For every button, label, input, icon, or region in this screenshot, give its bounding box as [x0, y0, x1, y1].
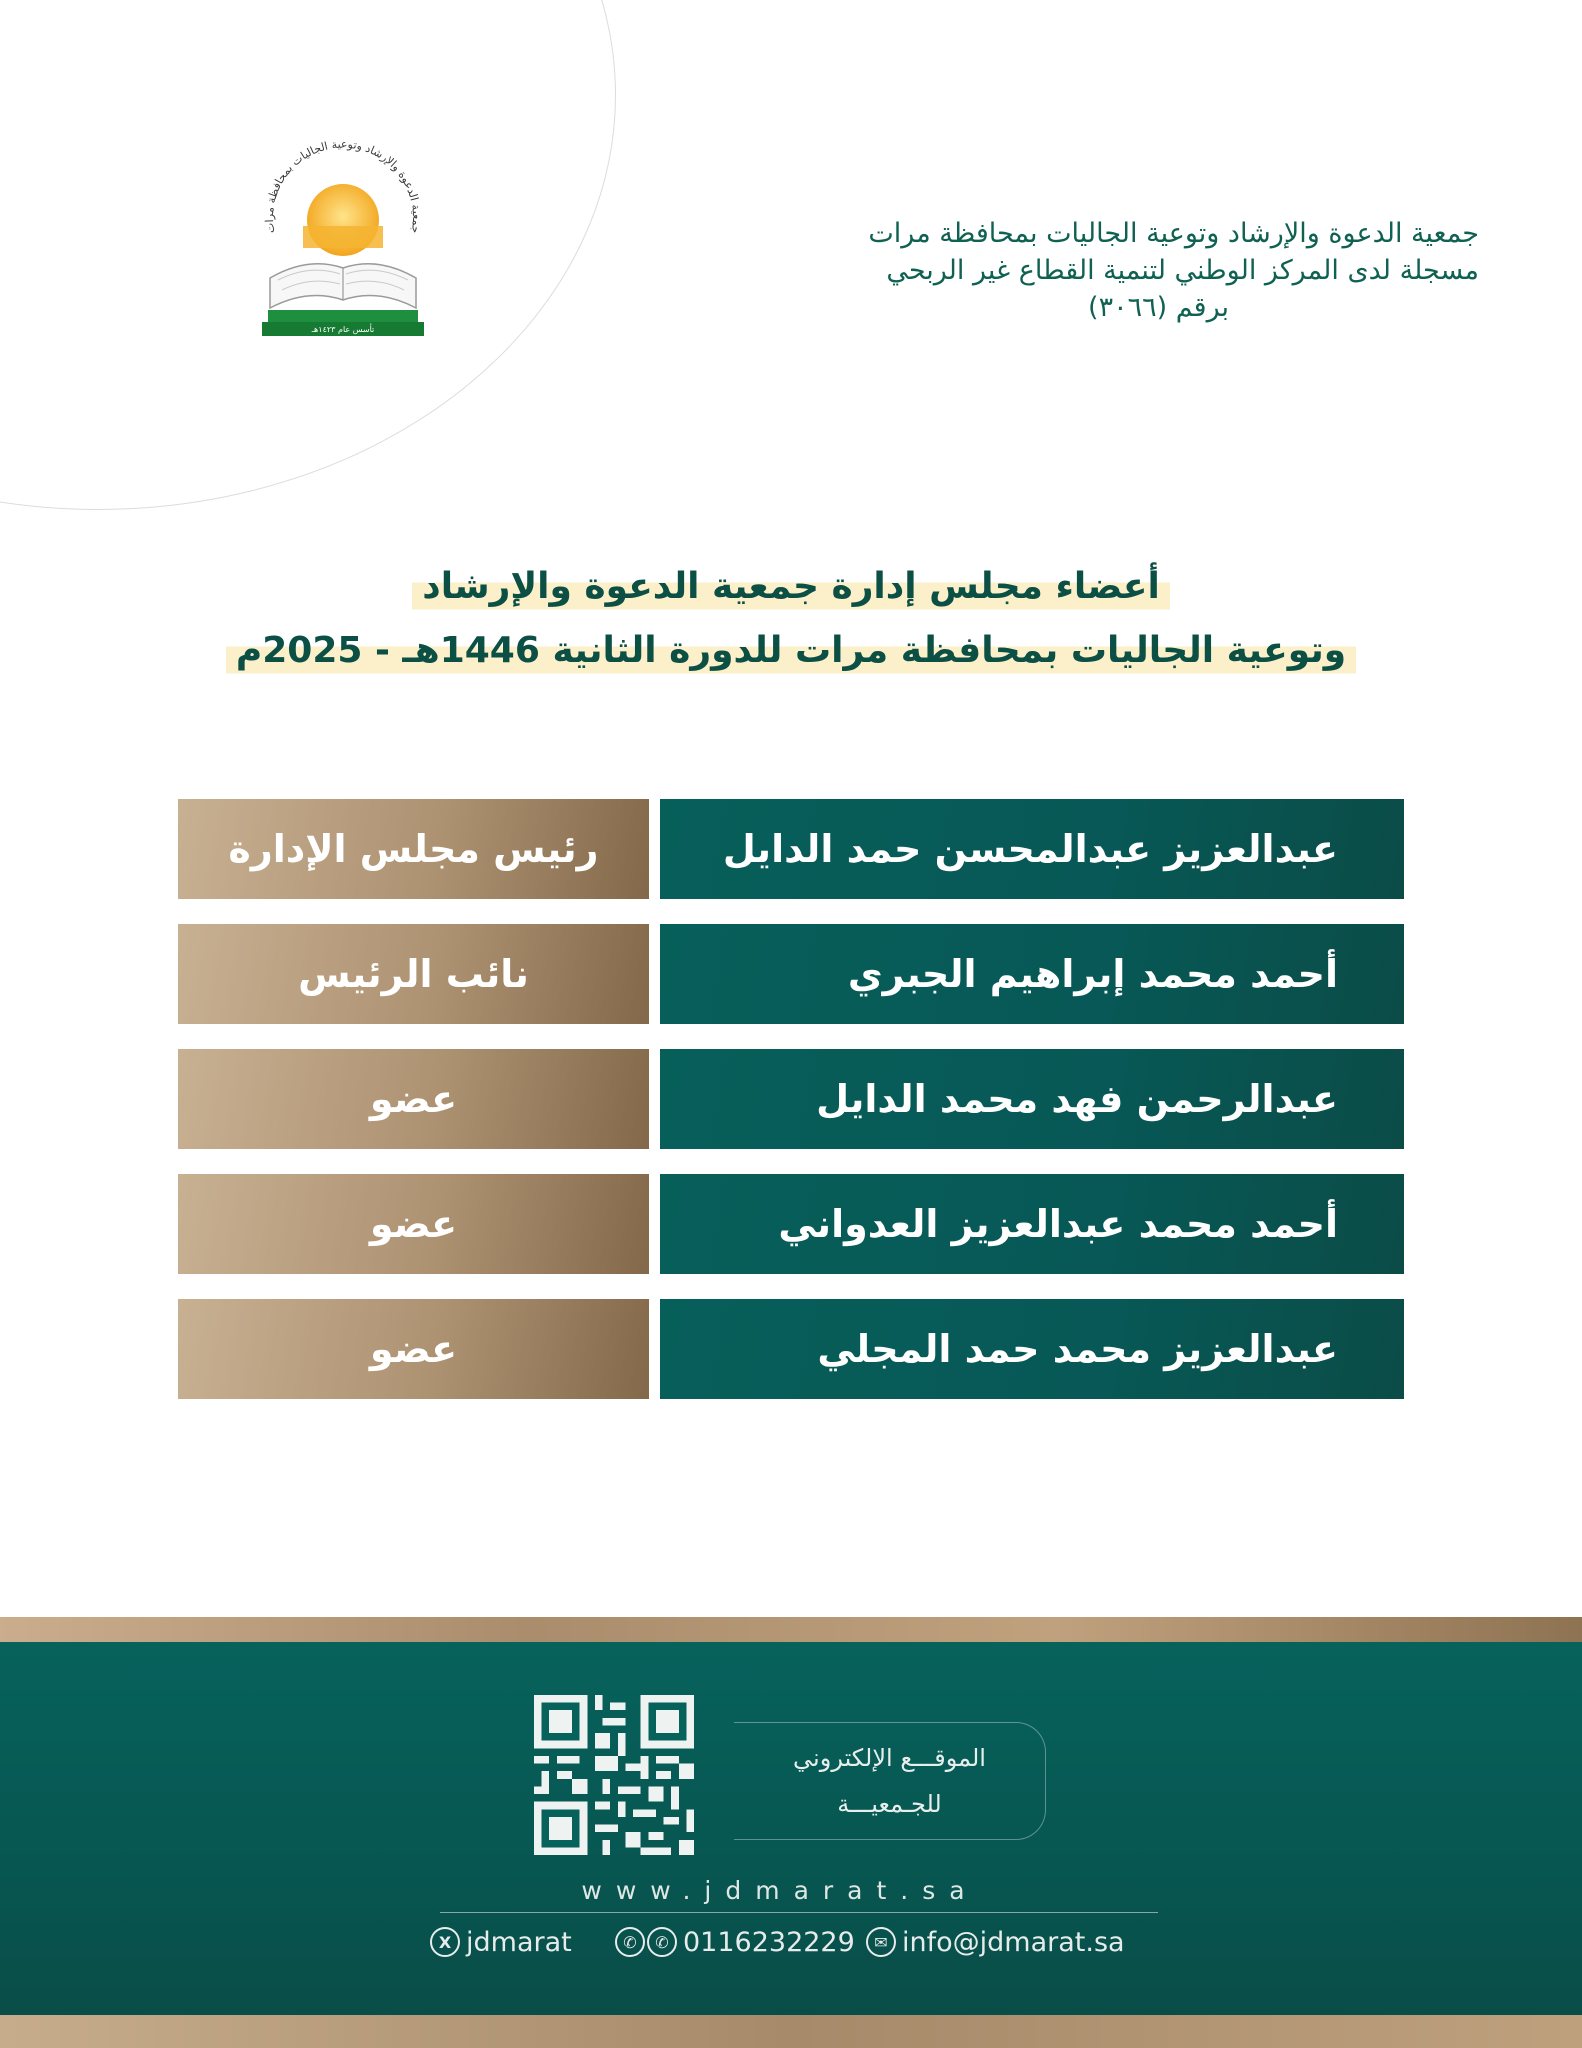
title-line-1: أعضاء مجلس إدارة جمعية الدعوة والإرشاد [412, 560, 1170, 614]
member-role: نائب الرئيس [178, 924, 649, 1024]
organization-info [799, 215, 1479, 326]
website-label-line-2: للجـمعيـــة [837, 1790, 942, 1818]
footer-divider [440, 1912, 1158, 1913]
member-role: رئيس مجلس الإدارة [178, 799, 649, 899]
member-role: عضو [178, 1299, 649, 1399]
email-contact[interactable] [866, 1922, 1125, 1962]
member-role: عضو [178, 1049, 649, 1149]
member-row [178, 1174, 1404, 1274]
x-icon: X [430, 1927, 460, 1957]
footer-gold-band-bottom [0, 2015, 1582, 2048]
whatsapp-icon: ✆ [647, 1927, 677, 1957]
org-registration-line: مسجلة لدى المركز الوطني لتنمية القطاع غير الربحي [886, 255, 1479, 286]
member-row [178, 799, 1404, 899]
x-contact[interactable] [430, 1922, 572, 1962]
member-row [178, 924, 1404, 1024]
org-name-line: جمعية الدعوة والإرشاد وتوعية الجاليات بمحافظة مرات [868, 218, 1479, 249]
title-line-2: وتوعية الجاليات بمحافظة مرات للدورة الثانية 1446هـ - 2025م [226, 624, 1356, 678]
phone-contact[interactable] [615, 1922, 855, 1962]
email-address: info@jdmarat.sa [902, 1926, 1125, 1958]
member-name: عبدالرحمن فهد محمد الدايل [660, 1049, 1404, 1149]
member-name: عبدالعزيز محمد حمد المجلي [660, 1299, 1404, 1399]
member-name: أحمد محمد إبراهيم الجبري [660, 924, 1404, 1024]
x-handle: jdmarat [466, 1926, 572, 1958]
member-row [178, 1049, 1404, 1149]
footer-gold-band [0, 1617, 1582, 1642]
website-label-box [734, 1722, 1046, 1840]
email-icon: ✉ [866, 1927, 896, 1957]
member-role: عضو [178, 1174, 649, 1274]
svg-text:تأسس عام ١٤٢٣هـ: تأسس عام ١٤٢٣هـ [311, 325, 375, 334]
phone-number: 0116232229 [683, 1926, 855, 1958]
website-label-line-1: الموقـــع الإلكتروني [793, 1744, 986, 1772]
qr-code-icon[interactable] [534, 1695, 694, 1855]
member-name: عبدالعزيز عبدالمحسن حمد الدايل [660, 799, 1404, 899]
phone-icon: ✆ [615, 1927, 645, 1957]
org-registration-number: برقم (٣٠٦٦) [1088, 292, 1229, 323]
organization-logo [248, 128, 438, 348]
svg-text:جمعية الدعوة والإرشاد وتوعية ا: جمعية الدعوة والإرشاد وتوعية الجاليات بمحافظة مرات [262, 137, 424, 235]
website-url-link[interactable]: www.jdmarat.sa [581, 1876, 979, 1905]
page-title [0, 560, 1582, 678]
member-row [178, 1299, 1404, 1399]
member-name: أحمد محمد عبدالعزيز العدواني [660, 1174, 1404, 1274]
